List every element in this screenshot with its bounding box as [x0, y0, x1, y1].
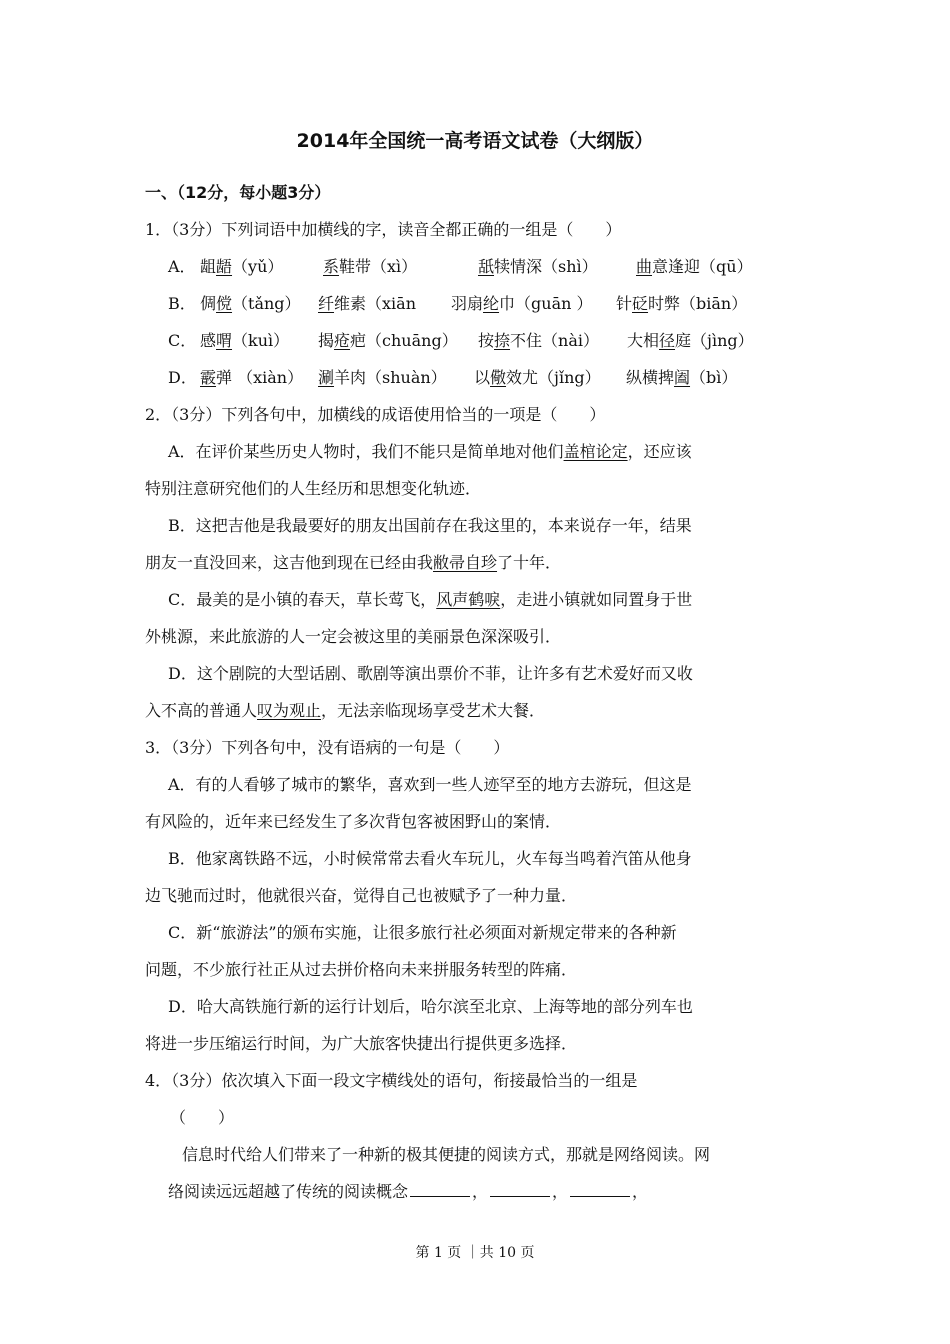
option-label: C． — [168, 331, 197, 350]
q2-option-a-line-1: A．在评价某些历史人物时，我们不能只是简单地对他们盖棺论定，还应该 — [168, 442, 692, 461]
comma: ， — [632, 1182, 649, 1201]
option-word-4: 曲意逢迎（qū） — [636, 257, 753, 276]
fill-blank-2 — [490, 1180, 550, 1197]
q3-option-d-line-1: D．哈大高铁施行新的运行计划后，哈尔滨至北京、上海等地的部分列车也 — [168, 997, 693, 1016]
page-footer: 第 1 页 ｜共 10 页 — [415, 1245, 535, 1261]
q3-option-c-line-1: C．新“旅游法”的颁布实施，让很多旅行社必须面对新规定带来的各种新 — [168, 923, 677, 942]
section-heading: 一、（12分，每小题3分） — [145, 183, 331, 202]
q2-option-c-line-2: 外桃源，来此旅游的人一定会被这里的美丽景色深深吸引． — [145, 627, 562, 646]
option-label: B． — [168, 294, 196, 313]
q2-option-a-line-2: 特别注意研究他们的人生经历和思想变化轨迹． — [145, 479, 482, 498]
q3-option-a-line-2: 有风险的，近年来已经发生了多次背包客被困野山的案情． — [145, 812, 562, 831]
q2-option-b-line-2: 朋友一直没回来，这吉他到现在已经由我敝帚自珍了十年． — [145, 553, 562, 572]
option-label: A． — [168, 257, 196, 276]
comma: ， — [472, 1182, 489, 1201]
q3-option-c-line-2: 问题，不少旅行社正从过去拼价格向未来拼服务转型的阵痛． — [145, 960, 578, 979]
option-word-2: 涮羊肉（shuàn） — [318, 368, 447, 387]
option-word-3: 舐犊情深（shì） — [478, 257, 598, 276]
option-word-1: 感喟（kuì） — [200, 331, 290, 350]
option-word-2: 系鞋带（xì） — [323, 257, 418, 276]
q2-option-d-line-1: D．这个剧院的大型话剧、歌剧等演出票价不菲，让许多有艺术爱好而又收 — [168, 664, 693, 683]
option-word-3: 羽扇纶巾（guān ） — [451, 294, 593, 313]
comma: ， — [552, 1182, 569, 1201]
option-word-4: 纵横捭阖（bì） — [626, 368, 738, 387]
page-title: 2014年全国统一高考语文试卷（大纲版） — [296, 130, 654, 152]
option-word-1: 倜傥（tǎng） — [200, 294, 301, 313]
option-word-4: 大相径庭（jìng） — [627, 331, 754, 350]
q3-option-b-line-1: B．他家离铁路不远，小时候常常去看火车玩儿，火车每当鸣着汽笛从他身 — [168, 849, 692, 868]
option-word-1: 龃龉（yǔ） — [200, 257, 284, 276]
option-word-3: 按捺不住（nài） — [478, 331, 599, 350]
option-word-1: 霰弹 （xiàn） — [200, 368, 304, 387]
question-4-answer-paren: （ ） — [170, 1108, 235, 1127]
option-word-2: 纤维素（xiān — [318, 294, 417, 313]
q2-option-c-line-1: C．最美的是小镇的春天，草长莺飞，风声鹤唳，走进小镇就如同置身于世 — [168, 590, 693, 609]
fill-blank-3 — [570, 1180, 630, 1197]
question-2-stem: 2．（3分）下列各句中，加横线的成语使用恰当的一项是（ ） — [145, 405, 606, 424]
q3-option-d-line-2: 将进一步压缩运行时间，为广大旅客快捷出行提供更多选择． — [145, 1034, 578, 1053]
q2-option-d-line-2: 入不高的普通人叹为观止，无法亲临现场享受艺术大餐． — [145, 701, 546, 720]
question-3-stem: 3．（3分）下列各句中，没有语病的一句是（ ） — [145, 738, 510, 757]
q3-option-b-line-2: 边飞驰而过时，他就很兴奋，觉得自己也被赋予了一种力量． — [145, 886, 578, 905]
fill-blank-1 — [410, 1180, 470, 1197]
option-word-4: 针砭时弊（biān） — [616, 294, 748, 313]
option-label: D． — [168, 368, 197, 387]
q4-passage-line-1: 信息时代给人们带来了一种新的极其便捷的阅读方式，那就是网络阅读。网 — [182, 1145, 711, 1164]
question-1-stem: 1．（3分）下列词语中加横线的字，读音全都正确的一组是（ ） — [145, 220, 622, 239]
q2-option-b-line-1: B．这把吉他是我最要好的朋友出国前存在我这里的，本来说存一年，结果 — [168, 516, 692, 535]
option-word-3: 以儆效尤（jǐng） — [474, 368, 601, 387]
question-4-stem: 4．（3分）依次填入下面一段文字横线处的语句，衔接最恰当的一组是 — [145, 1071, 638, 1090]
option-word-2: 揭疮疤（chuāng） — [318, 331, 458, 350]
q3-option-a-line-1: A．有的人看够了城市的繁华，喜欢到一些人迹罕至的地方去游玩，但这是 — [168, 775, 692, 794]
q4-passage-line-2: 络阅读远远超越了传统的阅读概念 ， ， ， — [168, 1182, 649, 1201]
